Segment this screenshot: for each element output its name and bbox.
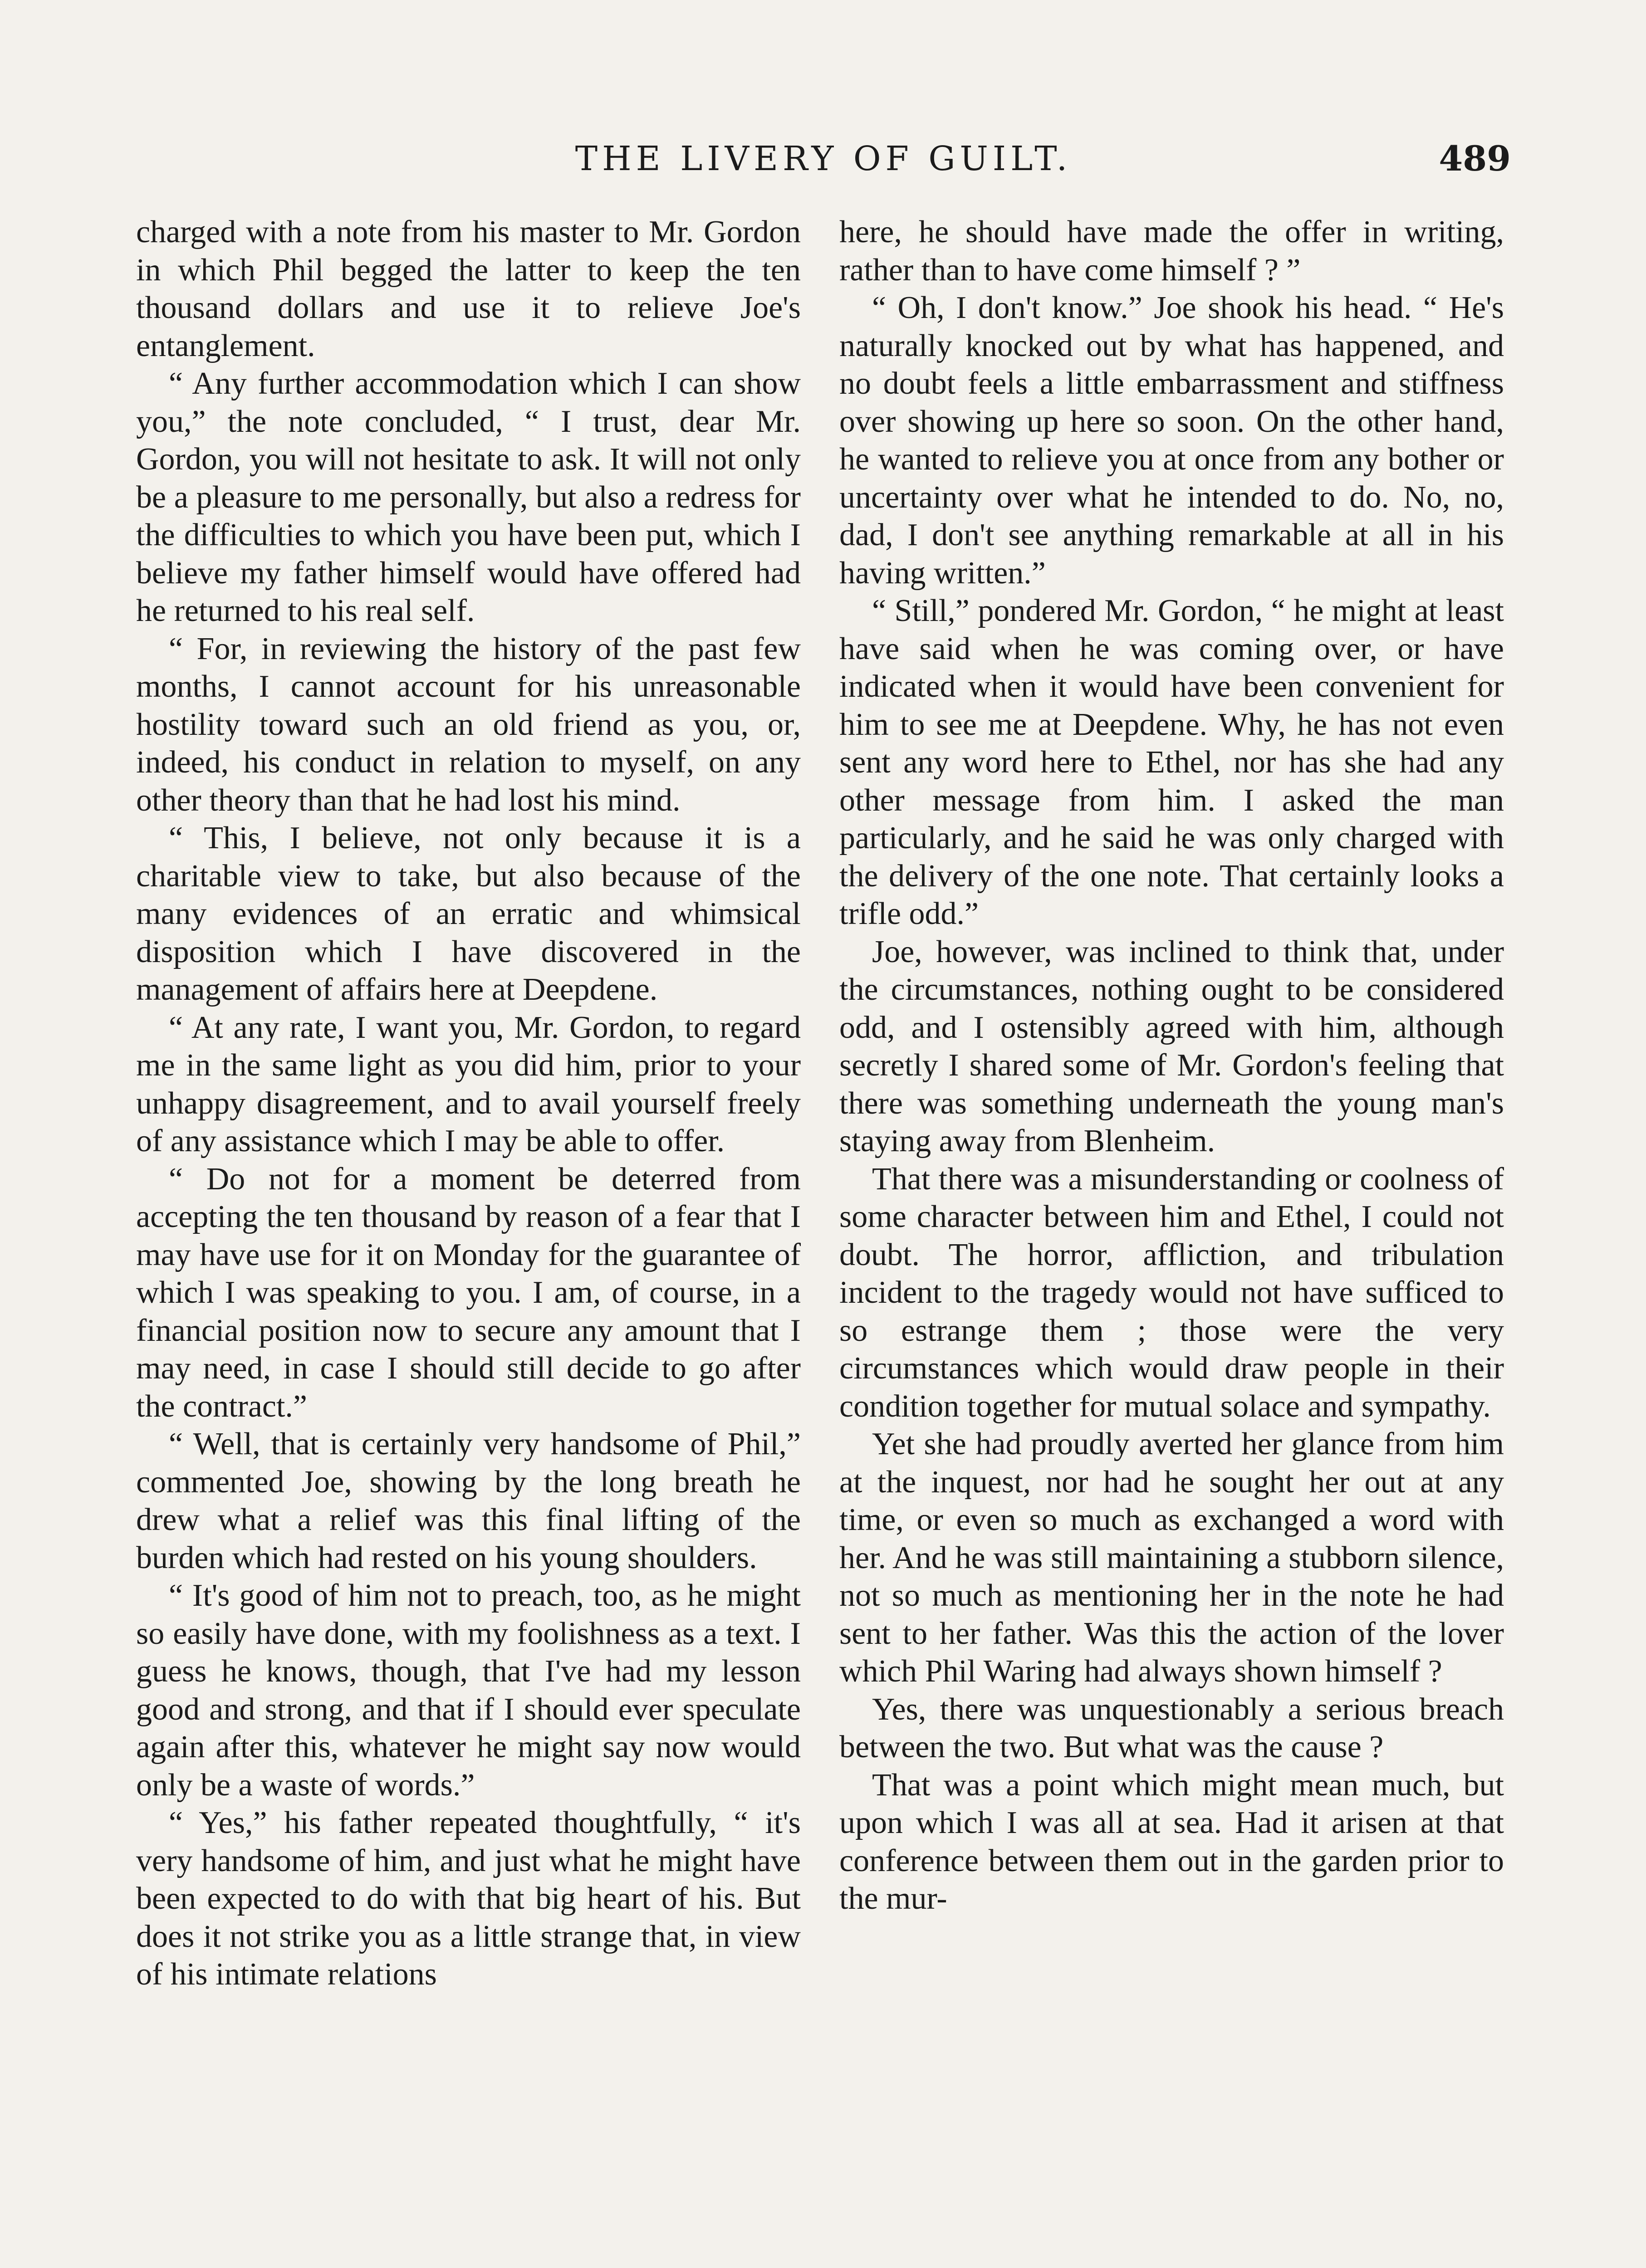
paragraph: “ Oh, I don't know.” Joe shook his head. “ He's naturally knocked out by what has happened, and no doubt feels a little embarrassment and stiffness over showing up here so soon. On the other hand, he wanted to relieve you at once from any bother or uncertainty over what he intended to do. No, no, dad, I don't see anything remarkable at all in his having written.” bbox=[839, 290, 1504, 591]
paragraph: “ It's good of him not to preach, too, as he might so easily have done, with my foolishness as a text. I guess he knows, though, that I've had my lesson good and strong, and that if I should ever speculate again after this, whatever he might say now would only be a waste of words.” bbox=[136, 1578, 801, 1803]
paragraph: “ Any further accommodation which I can show you,” the note concluded, “ I trust, dear Mr. Gordon, you will not hesitate to ask. It will not only be a pleasure to me personally, but also a redress for the difficulties to which you have been put, which I believe my father himself would have offered had he returned to his real self. bbox=[136, 366, 801, 628]
paragraph: That there was a misunderstanding or coolness of some character between him and Ethel, I could not doubt. The horror, affliction, and tribulation incident to the tragedy would not have sufficed to so estrange them ; those were the very circumstances which would draw people in their condition together for mutual solace and sympathy. bbox=[839, 1161, 1504, 1424]
right-column bbox=[839, 213, 1504, 2268]
paragraph: “ For, in reviewing the history of the past few months, I cannot account for his unreasonable hostility toward such an old friend as you, or, indeed, his conduct in relation to myself, on any other theory than that he had lost his mind. bbox=[136, 631, 801, 818]
paragraph: Joe, however, was inclined to think that, under the circumstances, nothing ought to be considered odd, and I ostensibly agreed with him, although secretly I shared some of Mr. Gordon's feeling that there was something underneath the young man's staying away from Blenheim. bbox=[839, 934, 1504, 1158]
paragraph: “ Well, that is certainly very handsome of Phil,” commented Joe, showing by the long breath he drew what a relief was this final lifting of the burden which had rested on his young shoulders. bbox=[136, 1427, 801, 1575]
running-title: THE LIVERY OF GUILT. bbox=[575, 139, 1072, 178]
paragraph: here, he should have made the offer in writing, rather than to have come himself ? ” bbox=[839, 215, 1504, 288]
left-column bbox=[136, 213, 801, 2268]
paragraph: “ Yes,” his father repeated thoughtfully, “ it's very handsome of him, and just what he might have been expected to do with that big heart of his. But does it not strike you as a little strange that, in view of his intimate relations bbox=[136, 1805, 801, 1992]
paragraph: “ This, I believe, not only because it is a charitable view to take, but also because of the many evidences of an erratic and whimsical disposition which I have discovered in the management of affairs here at Deepdene. bbox=[136, 821, 801, 1007]
paragraph: That was a point which might mean much, but upon which I was all at sea. Had it arisen at that conference between them out in the garden prior to the mur- bbox=[839, 1767, 1504, 1916]
paragraph: “ Do not for a moment be deterred from accepting the ten thousand by reason of a fear that I may have use for it on Monday for the guarantee of which I was speaking to you. I am, of course, in a financial position now to secure any amount that I may need, in case I should still decide to go after the contract.” bbox=[136, 1161, 801, 1424]
page-header bbox=[136, 132, 1511, 186]
paragraph: Yet she had proudly averted her glance from him at the inquest, nor had he sought her out at any time, or even so much as exchanged a word with her. And he was still maintaining a stubborn silence, not so much as mentioning her in the note he had sent to her father. Was this the action of the lover which Phil Waring had always shown himself ? bbox=[839, 1427, 1504, 1689]
paragraph: “ Still,” pondered Mr. Gordon, “ he might at least have said when he was coming over, or have indicated when it would have been convenient for him to see me at Deepdene. Why, he has not even sent any word here to Ethel, nor has she had any other message from him. I asked the man particularly, and he said he was only charged with the delivery of the one note. That certainly looks a trifle odd.” bbox=[839, 593, 1504, 931]
paragraph: “ At any rate, I want you, Mr. Gordon, to regard me in the same light as you did him, prior to your unhappy disagreement, and to avail yourself freely of any assistance which I may be able to offer. bbox=[136, 1010, 801, 1158]
paragraph: charged with a note from his master to Mr. Gordon in which Phil begged the latter to keep the ten thousand dollars and use it to relieve Joe's entanglement. bbox=[136, 215, 801, 363]
page-number: 489 bbox=[1439, 138, 1511, 179]
paragraph: Yes, there was unquestionably a serious breach between the two. But what was the cause ? bbox=[839, 1691, 1504, 1765]
